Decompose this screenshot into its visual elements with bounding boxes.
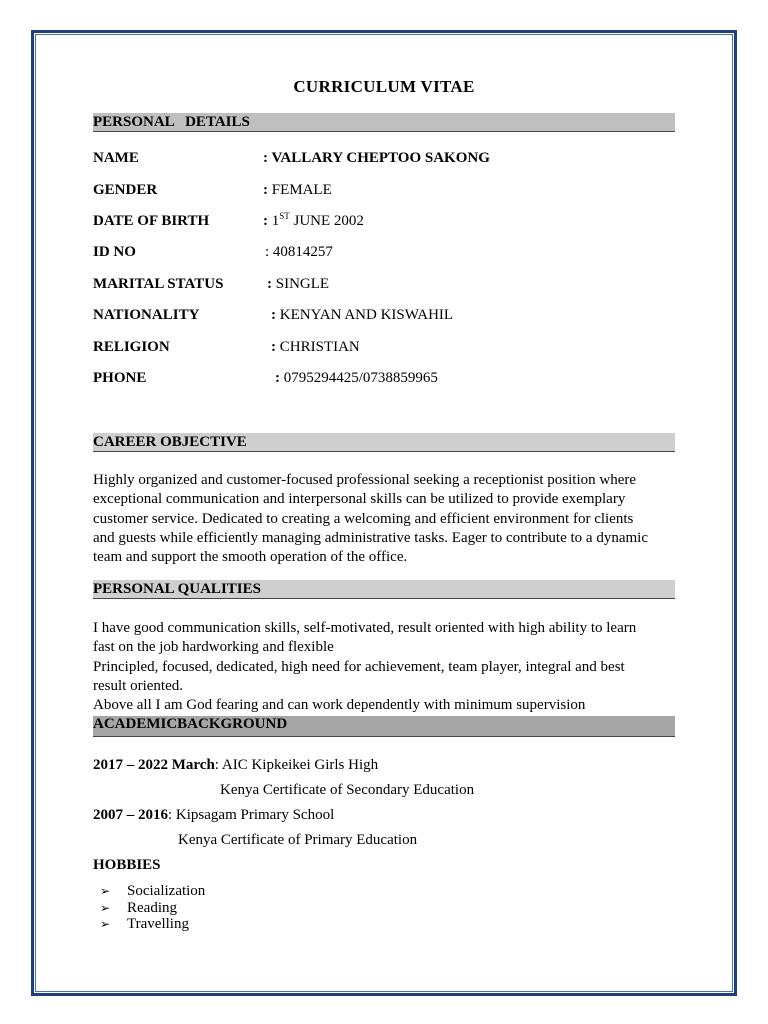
detail-value: : VALLARY CHEPTOO SAKONG [263, 150, 490, 166]
detail-value: : SINGLE [267, 276, 330, 292]
text-line: I have good communication skills, self-motivated, result oriented with high ability to learn [93, 620, 637, 636]
arrow-bullet-icon: ➢ [100, 901, 111, 915]
detail-label: PHONE [93, 370, 147, 386]
arrow-bullet-icon: ➢ [100, 917, 111, 931]
academic-school: : Kipsagam Primary School [168, 807, 335, 823]
hobbies-heading: HOBBIES [93, 857, 161, 873]
detail-label: NAME [93, 150, 139, 166]
detail-label: RELIGION [93, 339, 170, 355]
academic-certificate-secondary: Kenya Certificate of Secondary Education [220, 782, 475, 798]
detail-value: : 40814257 [265, 244, 333, 260]
section-heading-personal-details: PERSONAL DETAILS [93, 113, 675, 132]
detail-label: MARITAL STATUS [93, 276, 224, 292]
academic-period: 2007 – 2016 [93, 807, 168, 823]
detail-value: : CHRISTIAN [271, 339, 360, 355]
text-line: exceptional communication and interpersonal skills can be utilized to provide exemplary [93, 491, 626, 508]
detail-label: GENDER [93, 182, 158, 198]
text-line: result oriented. [93, 677, 183, 694]
personal-qualities-text [93, 619, 675, 715]
detail-value: : 1ST JUNE 2002 [263, 211, 364, 229]
text-line: team and support the smooth operation of the office. [93, 549, 408, 566]
document-title: CURRICULUM VITAE [293, 77, 475, 96]
detail-label: ID NO [93, 244, 136, 260]
text-line: customer service. Dedicated to creating a welcoming and efficient environment for clients [93, 510, 634, 527]
text-line: fast on the job hardworking and flexible [93, 639, 334, 656]
section-heading-academic-background: ACADEMICBACKGROUND [93, 716, 675, 737]
academic-entry-secondary [93, 756, 378, 774]
detail-value: : KENYAN AND KISWAHIL [271, 307, 454, 323]
career-objective-text [93, 471, 675, 567]
text-line: Highly organized and customer-focused professional seeking a receptionist position where [93, 472, 637, 488]
detail-value: : FEMALE [263, 182, 332, 198]
section-heading-personal-qualities: PERSONAL QUALITIES [93, 580, 675, 599]
academic-entry-primary [93, 806, 334, 824]
hobby-label: Reading [127, 900, 177, 916]
academic-school: : AIC Kipkeikei Girls High [214, 757, 379, 773]
section-heading-career-objective: CAREER OBJECTIVE [93, 433, 675, 452]
hobby-label: Socialization [127, 883, 206, 899]
text-line: Above all I am God fearing and can work dependently with minimum supervision [93, 697, 586, 714]
hobby-label: Travelling [127, 916, 189, 932]
arrow-bullet-icon: ➢ [100, 884, 111, 898]
text-line: Principled, focused, dedicated, high need for achievement, team player, integral and best [93, 658, 625, 675]
academic-certificate-primary: Kenya Certificate of Primary Education [178, 832, 418, 848]
academic-period: 2017 – 2022 March [93, 757, 215, 773]
detail-value: : 0795294425/0738859965 [275, 370, 438, 386]
detail-label: NATIONALITY [93, 307, 200, 323]
detail-label: DATE OF BIRTH [93, 213, 210, 229]
text-line: and guests while efficiently managing administrative tasks. Eager to contribute to a dynamic [93, 529, 648, 546]
